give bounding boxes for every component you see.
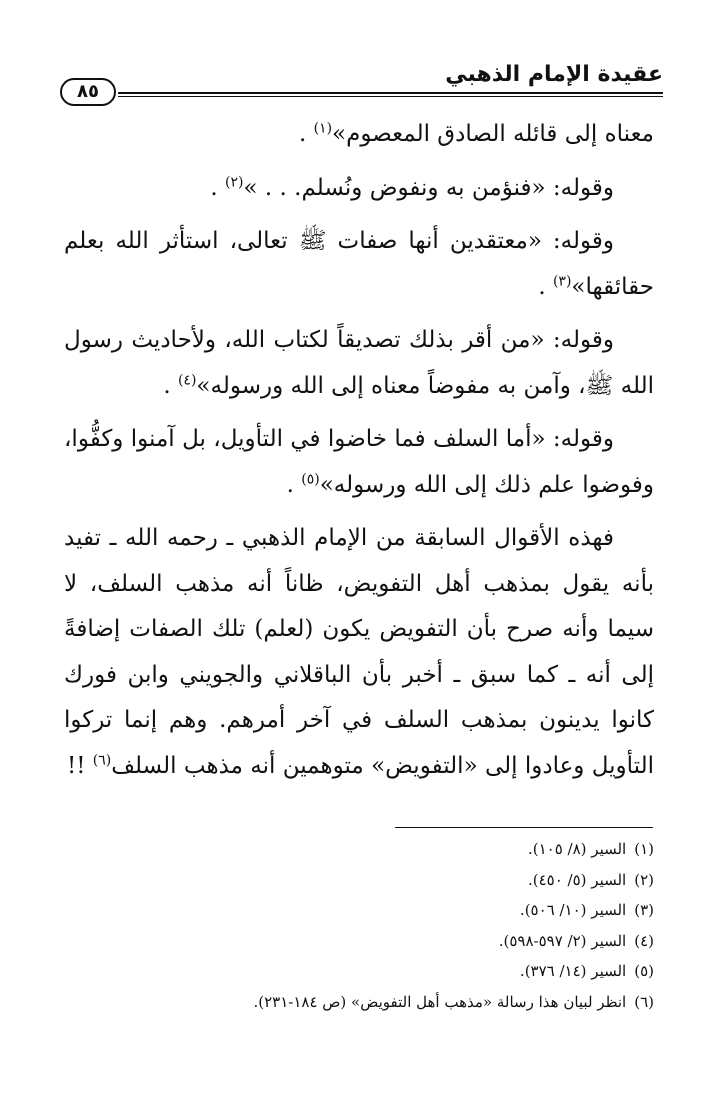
page-header: [60, 62, 663, 104]
main-text: [64, 112, 654, 789]
footnote: (١)السير (٨/ ١٠٥).: [527, 840, 654, 858]
footnote-separator: [395, 827, 653, 828]
footnote-ref: (٤): [177, 371, 197, 388]
footnote: (٥)السير (١٤/ ٣٧٦).: [519, 962, 654, 980]
footnote: (٦)انظر لبيان هذا رسالة «مذهب أهل التفويض» (ص ١٨٤-٢٣١).: [253, 992, 654, 1011]
paragraph: وقوله: «فنؤمن به ونفوض ونُسلم. . . »$^{(٢)}$ .: [210, 173, 614, 201]
paragraph: وقوله: «معتقدين أنها صفات ﷺ تعالى، استأثر الله بعلم حقائقها»$^{(٣)}$ .: [64, 228, 654, 300]
footnotes: [64, 834, 654, 1017]
footnote-ref: (٥): [301, 470, 320, 487]
footnote: (٣)السير (١٠/ ٥٠٦).: [519, 901, 654, 919]
page-number: ٨٥: [60, 78, 116, 106]
paragraph: فهذه الأقوال السابقة من الإمام الذهبي ـ رحمه الله ـ تفيد بأنه يقول بمذهب أهل التفويض، ظاناً أنه مذهب السلف، لا سيما وأنه صرح بأن التفويض يكون (لعلم) تلك الصفات إضافةً إلى أنه ـ كما سبق ـ أخبر بأن الباقلاني والجويني وابن فورك كانوا يدينون بمذهب السلف في آخر أمرهم. وهم إنما تركوا التأويل وعادوا إلى «التفويض» متوهمين أنه مذهب السلف$^{(٦)}$ !!: [64, 525, 654, 779]
paragraph: معناه إلى قائله الصادق المعصوم»$^{(١)}$ .: [298, 120, 654, 147]
footnote: (٢)السير (٥/ ٤٥٠).: [527, 870, 654, 889]
paragraph: وقوله: «أما السلف فما خاضوا في التأويل، بل آمنوا وكفُّوا، وفوضوا علم ذلك إلى الله ورسوله»$^{(٥)}$ .: [64, 426, 654, 498]
footnote: (٤)السير (٢/ ٥٩٧-٥٩٨).: [498, 931, 654, 950]
footnote-ref: (٢): [225, 173, 244, 190]
running-title: عقيدة الإمام الذهبي: [445, 62, 663, 87]
footnote-ref: (٦): [92, 751, 112, 768]
header-rule: [118, 92, 663, 94]
header-rule-thin: [118, 96, 663, 97]
footnote-ref: (٣): [552, 272, 572, 289]
paragraph: وقوله: «من أقر بذلك تصديقاً لكتاب الله، ولأحاديث رسول الله ﷺ، وآمن به مفوضاً معناه إلى الله ورسوله»$^{(٤)}$ .: [64, 327, 654, 399]
footnote-ref: (١): [313, 120, 333, 137]
